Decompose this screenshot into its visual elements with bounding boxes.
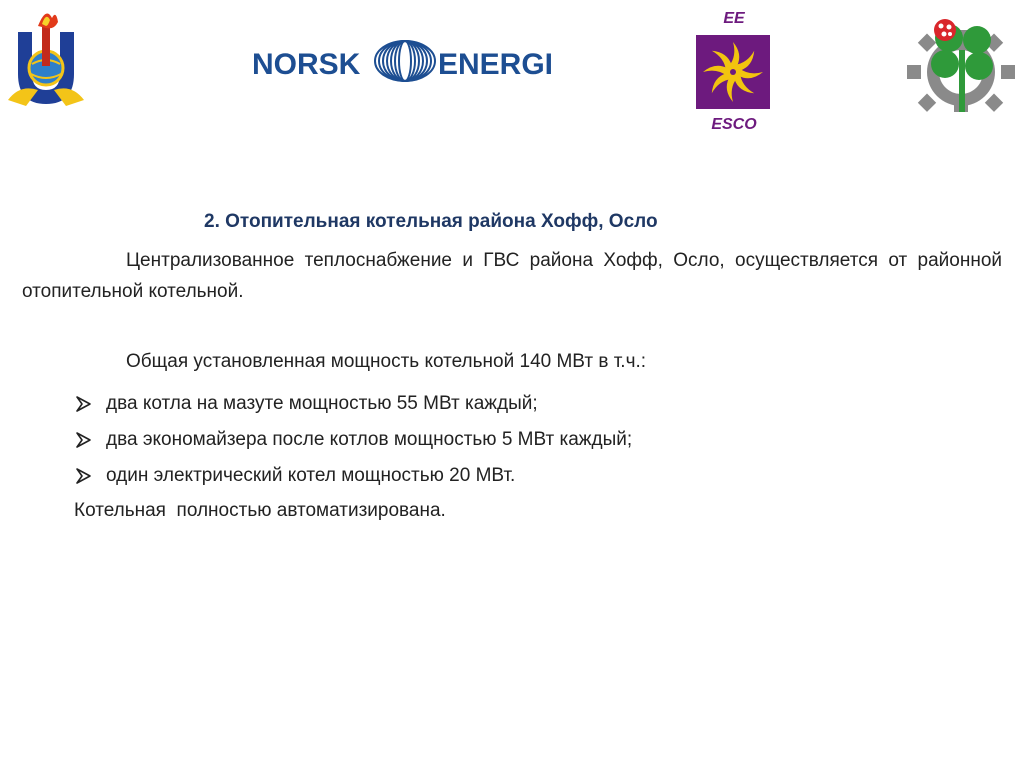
university-logo	[4, 4, 88, 110]
torch-u-icon	[4, 4, 88, 110]
bullet-text: два котла на мазуте мощностью 55 МВт каждый;	[106, 393, 538, 414]
ee-esco-logo	[694, 8, 774, 138]
bullet-text: два экономайзера после котлов мощностью 5 МВт каждый;	[106, 429, 633, 450]
section-title: 2. Отопительная котельная района Хофф, Осло	[204, 211, 658, 232]
list-item	[74, 422, 632, 458]
list-item	[74, 458, 632, 494]
rings-icon	[375, 41, 435, 81]
ladybug-icon	[934, 19, 956, 41]
ee-emblem	[696, 35, 770, 109]
intro-paragraph: Централизованное теплоснабжение и ГВС района Хофф, Осло, осуществляется от районной отопительной котельной.	[22, 250, 1002, 302]
gear-clover-logo	[905, 6, 1017, 114]
ee-label: EE	[723, 10, 745, 27]
arrow-checkmark-bullet-icon	[74, 466, 106, 486]
capacity-line: Общая установленная мощность котельной 140 МВт в т.ч.:	[126, 351, 647, 372]
norsk-energi-logo	[250, 36, 572, 86]
bullet-list	[74, 386, 632, 494]
gear-clover-icon	[905, 6, 1017, 114]
esco-label: ESCO	[711, 116, 757, 133]
arrow-checkmark-bullet-icon	[74, 430, 106, 450]
closing-line: Котельная полностью автоматизирована.	[74, 500, 446, 521]
arrow-checkmark-bullet-icon	[74, 394, 106, 414]
norsk-word: NORSK	[252, 48, 361, 81]
swirl-star-icon	[696, 35, 770, 109]
norsk-energi-wordmark	[250, 36, 572, 86]
energi-word: ENERGI	[438, 48, 554, 81]
bullet-text: один электрический котел мощностью 20 МВт.	[106, 465, 516, 486]
list-item	[74, 386, 632, 422]
